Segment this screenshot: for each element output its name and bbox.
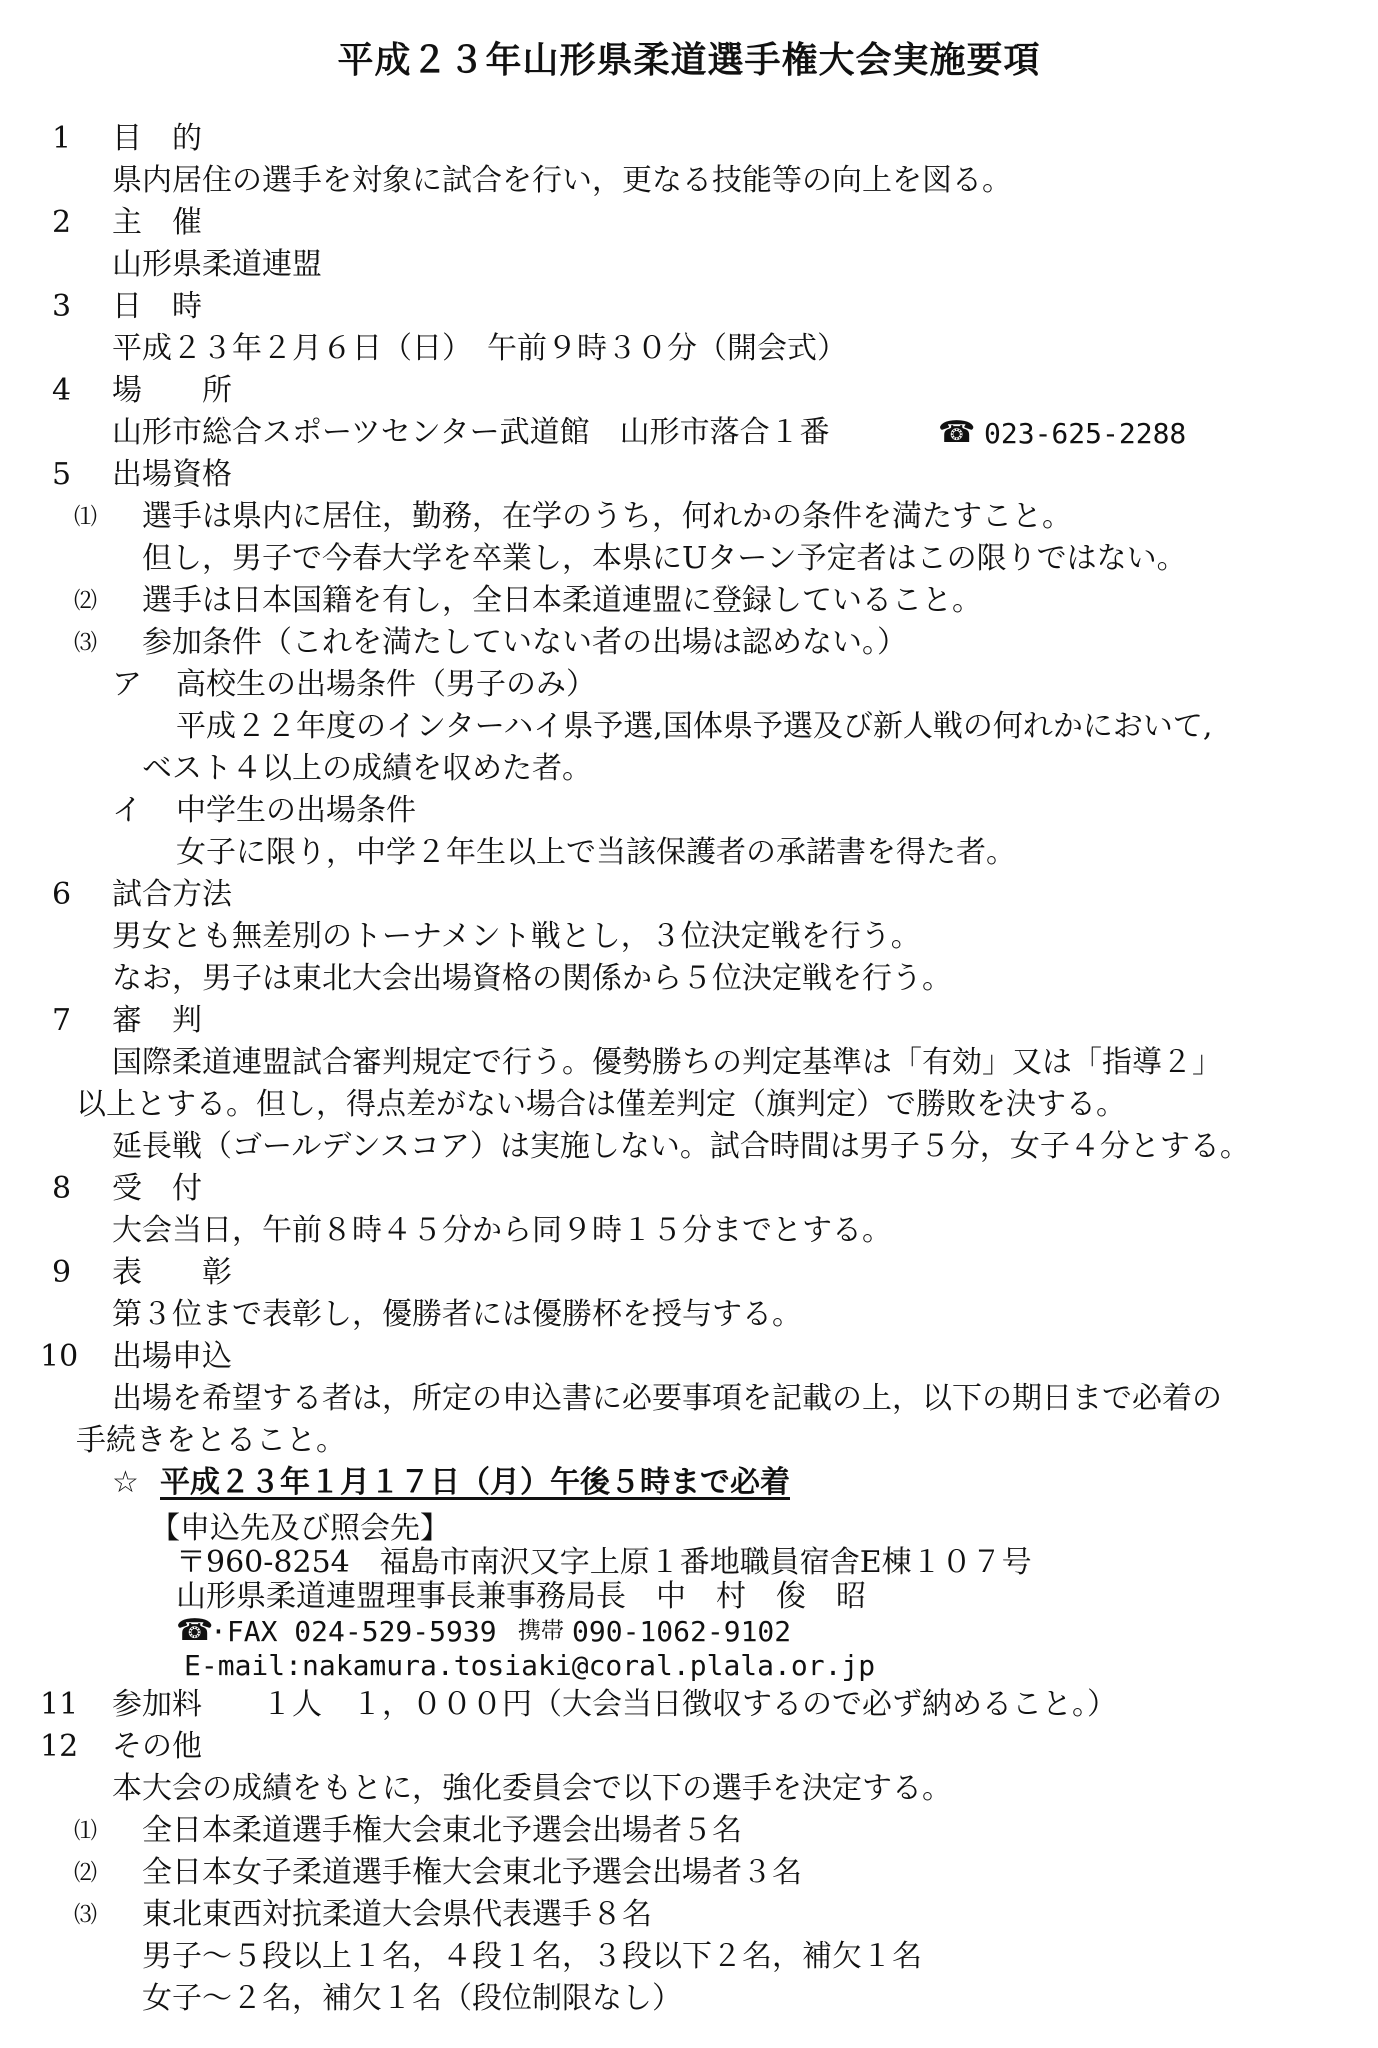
section-10-line1: 出場を希望する者は，所定の申込書に必要事項を記載の上，以下の期日まで必着の <box>112 1381 1222 1416</box>
section-11-text: １人 １，０００円（大会当日徴収するので必ず納めること。） <box>262 1687 1117 1722</box>
postal-mark-icon: 〒 <box>176 1545 206 1580</box>
section-1-number: 1 <box>52 121 72 156</box>
section-8-number: 8 <box>52 1171 72 1206</box>
s5-sub-b-title: 中学生の出場条件 <box>176 793 416 828</box>
section-2-heading: 主 催 <box>112 205 202 240</box>
section-7-line3: 延長戦（ゴールデンスコア）は実施しない。試合時間は男子５分，女子４分とする。 <box>112 1129 1250 1164</box>
section-11-number: 11 <box>40 1687 79 1722</box>
contact-email[interactable]: E-mail:nakamura.tosiaki@coral.plala.or.jp <box>184 1649 876 1682</box>
section-4-heading: 場 所 <box>112 373 232 408</box>
mobile-label: 携帯 <box>518 1618 564 1644</box>
contact-mobile: 090-1062-9102 <box>572 1615 792 1648</box>
s5-sub-a-line2: ベスト４以上の成績を収めた者。 <box>142 751 592 786</box>
section-5-heading: 出場資格 <box>112 457 232 492</box>
section-3-heading: 日 時 <box>112 289 202 324</box>
section-10-heading: 出場申込 <box>112 1339 232 1374</box>
section-4-text: 山形市総合スポーツセンター武道館 山形市落合１番 <box>112 415 830 450</box>
sub-item-marker: ア <box>112 667 142 702</box>
star-icon: ☆ <box>112 1465 139 1500</box>
s5-item3-line1: 参加条件（これを満たしていない者の出場は認めない。） <box>142 625 907 660</box>
section-6-line2: なお，男子は東北大会出場資格の関係から５位決定戦を行う。 <box>112 961 952 996</box>
s12-item3-women: 女子～２名，補欠１名（段位制限なし） <box>142 1981 682 2016</box>
venue-phone: 023-625-2288 <box>984 417 1187 450</box>
document-title: 平成２３年山形県柔道選手権大会実施要項 <box>337 40 1041 81</box>
section-7-number: 7 <box>52 1003 72 1038</box>
item-marker: ⑴ <box>74 504 97 530</box>
s5-item1-line2: 但し，男子で今春大学を卒業し，本県にUターン予定者はこの限りではない。 <box>142 541 1187 576</box>
contact-person: 山形県柔道連盟理事長兼事務局長 中 村 俊 昭 <box>176 1579 866 1614</box>
section-1-text: 県内居住の選手を対象に試合を行い，更なる技能等の向上を図る。 <box>112 163 1012 198</box>
section-9-number: 9 <box>52 1255 72 1290</box>
section-6-heading: 試合方法 <box>112 877 232 912</box>
contact-heading: 【申込先及び照会先】 <box>150 1511 450 1546</box>
section-8-heading: 受 付 <box>112 1171 202 1206</box>
s5-sub-b-line1: 女子に限り，中学２年生以上で当該保護者の承諾書を得た者。 <box>176 835 1016 870</box>
section-9-heading: 表 彰 <box>112 1255 232 1290</box>
section-10-line2: 手続きをとること。 <box>76 1423 346 1458</box>
item-marker: ⑵ <box>74 1860 97 1886</box>
s5-sub-a-line1: 平成２２年度のインターハイ県予選,国体県予選及び新人戦の何れかにおいて, <box>176 709 1213 744</box>
contact-tel-fax: ·FAX 024-529-5939 <box>210 1615 497 1648</box>
item-marker: ⑶ <box>74 1902 97 1928</box>
contact-address: 960-8254 福島市南沢又字上原１番地職員宿舎E棟１０７号 <box>206 1545 1032 1580</box>
sub-item-marker: イ <box>112 793 142 828</box>
section-10-number: 10 <box>40 1339 79 1374</box>
section-1-heading: 目 的 <box>112 121 202 156</box>
section-7-line1: 国際柔道連盟試合審判規定で行う。優勢勝ちの判定基準は「有効」又は「指導２」 <box>112 1045 1222 1080</box>
s12-item1: 全日本柔道選手権大会東北予選会出場者５名 <box>142 1813 742 1848</box>
section-2-text: 山形県柔道連盟 <box>112 247 322 282</box>
phone-icon: ☎ <box>938 415 976 450</box>
s5-item1-line1: 選手は県内に居住，勤務，在学のうち，何れかの条件を満たすこと。 <box>142 499 1072 534</box>
section-11-heading: 参加料 <box>112 1687 202 1722</box>
item-marker: ⑵ <box>74 588 97 614</box>
application-deadline: 平成２３年１月１７日（月）午後５時まで必着 <box>160 1465 790 1500</box>
item-marker: ⑴ <box>74 1818 97 1844</box>
s12-item2: 全日本女子柔道選手権大会東北予選会出場者３名 <box>142 1855 802 1890</box>
section-12-number: 12 <box>40 1729 79 1764</box>
section-2-number: 2 <box>52 205 72 240</box>
section-6-line1: 男女とも無差別のトーナメント戦とし，３位決定戦を行う。 <box>112 919 921 954</box>
section-12-heading: その他 <box>112 1729 202 1764</box>
tel-icon: ☎ <box>176 1613 214 1648</box>
section-12-line1: 本大会の成績をもとに，強化委員会で以下の選手を決定する。 <box>112 1771 952 1806</box>
section-3-number: 3 <box>52 289 72 324</box>
s5-item2-line1: 選手は日本国籍を有し，全日本柔道連盟に登録していること。 <box>142 583 982 618</box>
section-6-number: 6 <box>52 877 72 912</box>
item-marker: ⑶ <box>74 630 97 656</box>
s5-sub-a-title: 高校生の出場条件（男子のみ） <box>176 667 596 702</box>
section-7-line2: 以上とする。但し，得点差がない場合は僅差判定（旗判定）で勝敗を決する。 <box>76 1087 1126 1122</box>
section-4-number: 4 <box>52 373 72 408</box>
section-9-text: 第３位まで表彰し，優勝者には優勝杯を授与する。 <box>112 1297 802 1332</box>
section-8-text: 大会当日，午前８時４５分から同９時１５分までとする。 <box>112 1213 892 1248</box>
section-5-number: 5 <box>52 457 72 492</box>
section-3-text: 平成２３年２月６日（日） 午前９時３０分（開会式） <box>112 331 847 366</box>
section-7-heading: 審 判 <box>112 1003 202 1038</box>
s12-item3-men: 男子～５段以上１名，４段１名，３段以下２名，補欠１名 <box>142 1939 922 1974</box>
s12-item3: 東北東西対抗柔道大会県代表選手８名 <box>142 1897 652 1932</box>
